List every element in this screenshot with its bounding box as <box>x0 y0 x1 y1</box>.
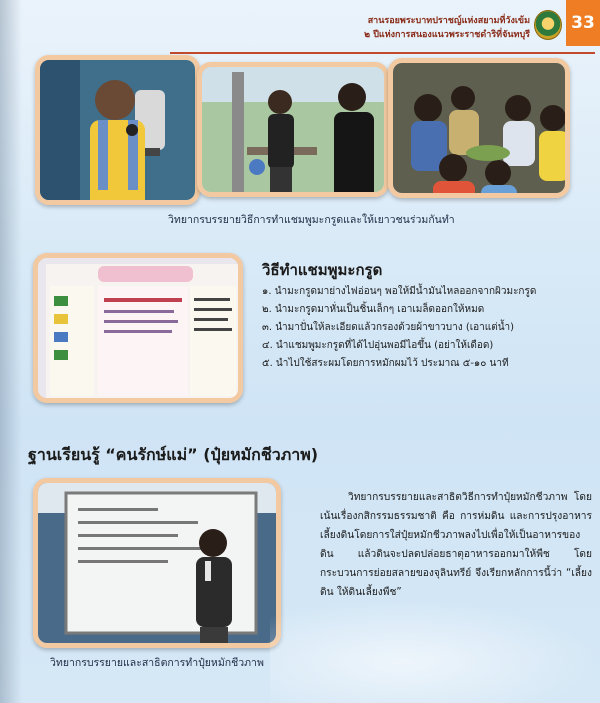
decorative-swirl <box>270 600 600 703</box>
method-step: ๕. นำไปใช้สระผมโดยการหมักผมไว้ ประมาณ ๕-๑๐ นาที <box>262 358 509 369</box>
photo-shampoo-poster <box>33 253 243 403</box>
station-description <box>320 488 592 602</box>
header-title-line1: สานรอยพระบาทปราชญ์แห่งสยามที่วังเข้ม <box>367 16 530 26</box>
method-step: ๓. นำมาปั่นให้ละเอียดแล้วกรองด้วยผ้าขาวบาง (เอาแต่น้ำ) <box>262 322 515 333</box>
method-step: ๒. นำมะกรูดมาหั่นเป็นชิ้นเล็กๆ เอาเมล็ดออกให้หมด <box>262 304 485 315</box>
station-title: ฐานเรียนรู้ “คนรักษ์แม่” (ปุ๋ยหมักชีวภาพ) <box>28 445 319 464</box>
method-step: ๔. นำแชมพูมะกรูดที่ได้ไปอุ่นพอมีไอขึ้น (อย่าให้เดือด) <box>262 340 494 351</box>
page-number: 33 <box>566 0 600 46</box>
photo-youth-group <box>388 58 570 198</box>
school-emblem-icon <box>534 10 562 40</box>
station-paragraph: วิทยากรบรรยายและสาธิตวิธีการทำปุ๋ยหมักชีวภาพ โดยเน้นเรื่องกสิกรรมธรรมชาติ คือ การห่มดิน และการปรุงอาหารเลี้ยงดินโดยการใส่ปุ๋ยหมักชีวภาพลงไปเพื่อให้เป็นอาหารของดิน แล้วดินจะปลดปล่อยธาตุอาหารออกมาให้พืช โดยกระบวนการย่อยสลายของจุลินทรีย์ จึงเรียกหลักการนี้ว่า “เลี้ยงดิน ให้ดินเลี้ยงพืช” <box>320 492 592 598</box>
photo-caption-shampoo: วิทยากรบรรยายวิธีการทำแชมพูมะกรูดและให้เยาวชนร่วมกันทำ <box>168 214 455 226</box>
photo-caption-compost: วิทยากรบรรยายและสาธิตการทำปุ๋ยหมักชีวภาพ <box>50 657 264 669</box>
method-title: วิธีทำแชมพูมะกรูด <box>262 261 383 279</box>
photo-compost-lecture <box>33 478 281 648</box>
method-steps-list <box>262 283 536 373</box>
page-spine-shadow <box>0 0 22 703</box>
photo-speaker-shampoo <box>35 55 200 205</box>
header-title-line2: ๒ ปีแห่งการสนองแนวพระราชดำริที่จันทบุรี <box>364 30 530 40</box>
method-step: ๑. นำมะกรูดมาย่างไฟอ่อนๆ พอให้มีน้ำมันไหลออกจากผิวมะกรูด <box>262 286 537 297</box>
header-divider <box>170 52 595 54</box>
photo-demonstration-table <box>197 62 389 197</box>
